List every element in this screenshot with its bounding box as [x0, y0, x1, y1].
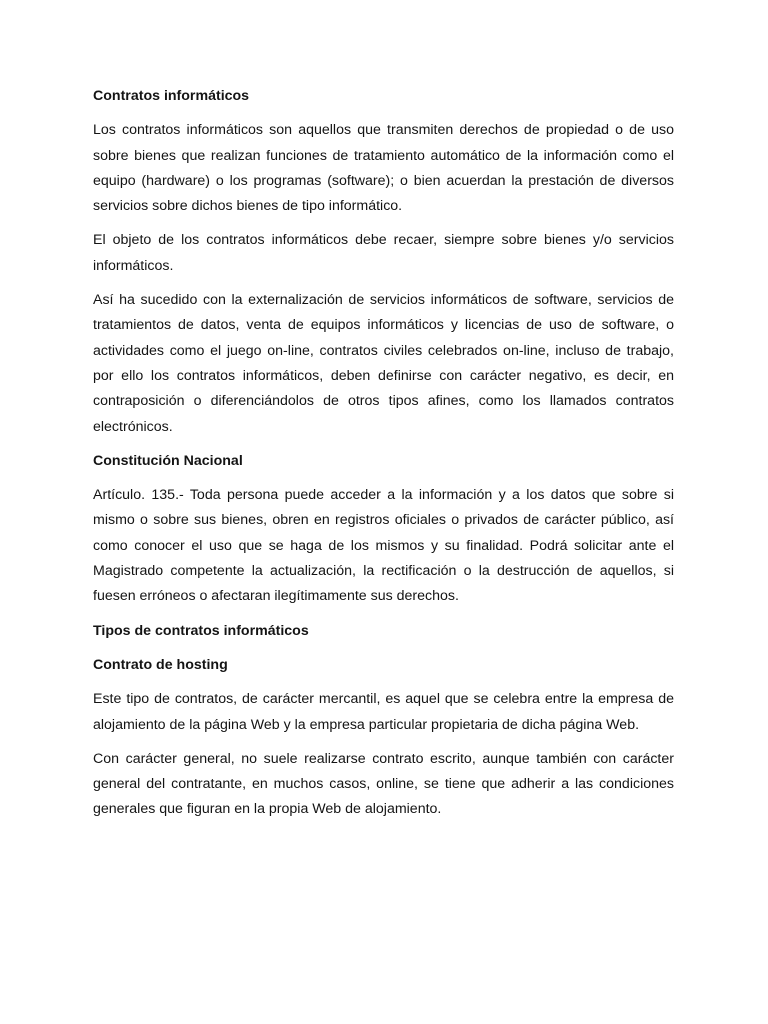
paragraph-externalizacion: Así ha sucedido con la externalización de servicios informáticos de software, servicios de tratamientos de datos, venta de equipos informáticos y licencias de uso de software, o actividades como el juego on-line, contratos civiles celebrados on-line, incluso de trabajo, por ello los contratos informáticos, deben definirse con carácter negativo, es decir, en contraposición o diferenciándolos de otros tipos afines, como los llamados contratos electrónicos.: [93, 292, 674, 435]
section-heading-constitucion-nacional: Constitución Nacional: [93, 452, 243, 469]
section-heading-contrato-de-hosting: Contrato de hosting: [93, 656, 228, 673]
paragraph-objeto: El objeto de los contratos informáticos debe recaer, siempre sobre bienes y/o servicios informáticos.: [93, 232, 674, 274]
section-heading-tipos-de-contratos: Tipos de contratos informáticos: [93, 622, 309, 639]
paragraph-hosting-caracter-general: Con carácter general, no suele realizarse contrato escrito, aunque también con carácter general del contratante, en muchos casos, online, se tiene que adherir a las condiciones generales que figuran en la propia Web de alojamiento.: [93, 750, 674, 818]
section-heading-contratos-informaticos: Contratos informáticos: [93, 88, 250, 104]
paragraph-hosting-definicion: Este tipo de contratos, de carácter mercantil, es aquel que se celebra entre la empresa de alojamiento de la página Web y la empresa particular propietaria de dicha página Web.: [93, 691, 674, 733]
document-page: [93, 84, 674, 832]
paragraph-articulo-135: Artículo. 135.- Toda persona puede acceder a la información y a los datos que sobre si mismo o sobre sus bienes, obren en registros oficiales o privados de carácter público, así como conocer el uso que se haga de los mismos y su finalidad. Podrá solicitar ante el Magistrado competente la actualización, la rectificación o la destrucción de aquellos, si fuesen erróneos o afectaran ilegítimamente sus derechos.: [93, 487, 674, 605]
paragraph-definicion: Los contratos informáticos son aquellos que transmiten derechos de propiedad o de uso sobre bienes que realizan funciones de tratamiento automático de la información como el equipo (hardware) o los programas (software); o bien acuerdan la prestación de diversos servicios sobre dichos bienes de tipo informático.: [93, 122, 674, 215]
